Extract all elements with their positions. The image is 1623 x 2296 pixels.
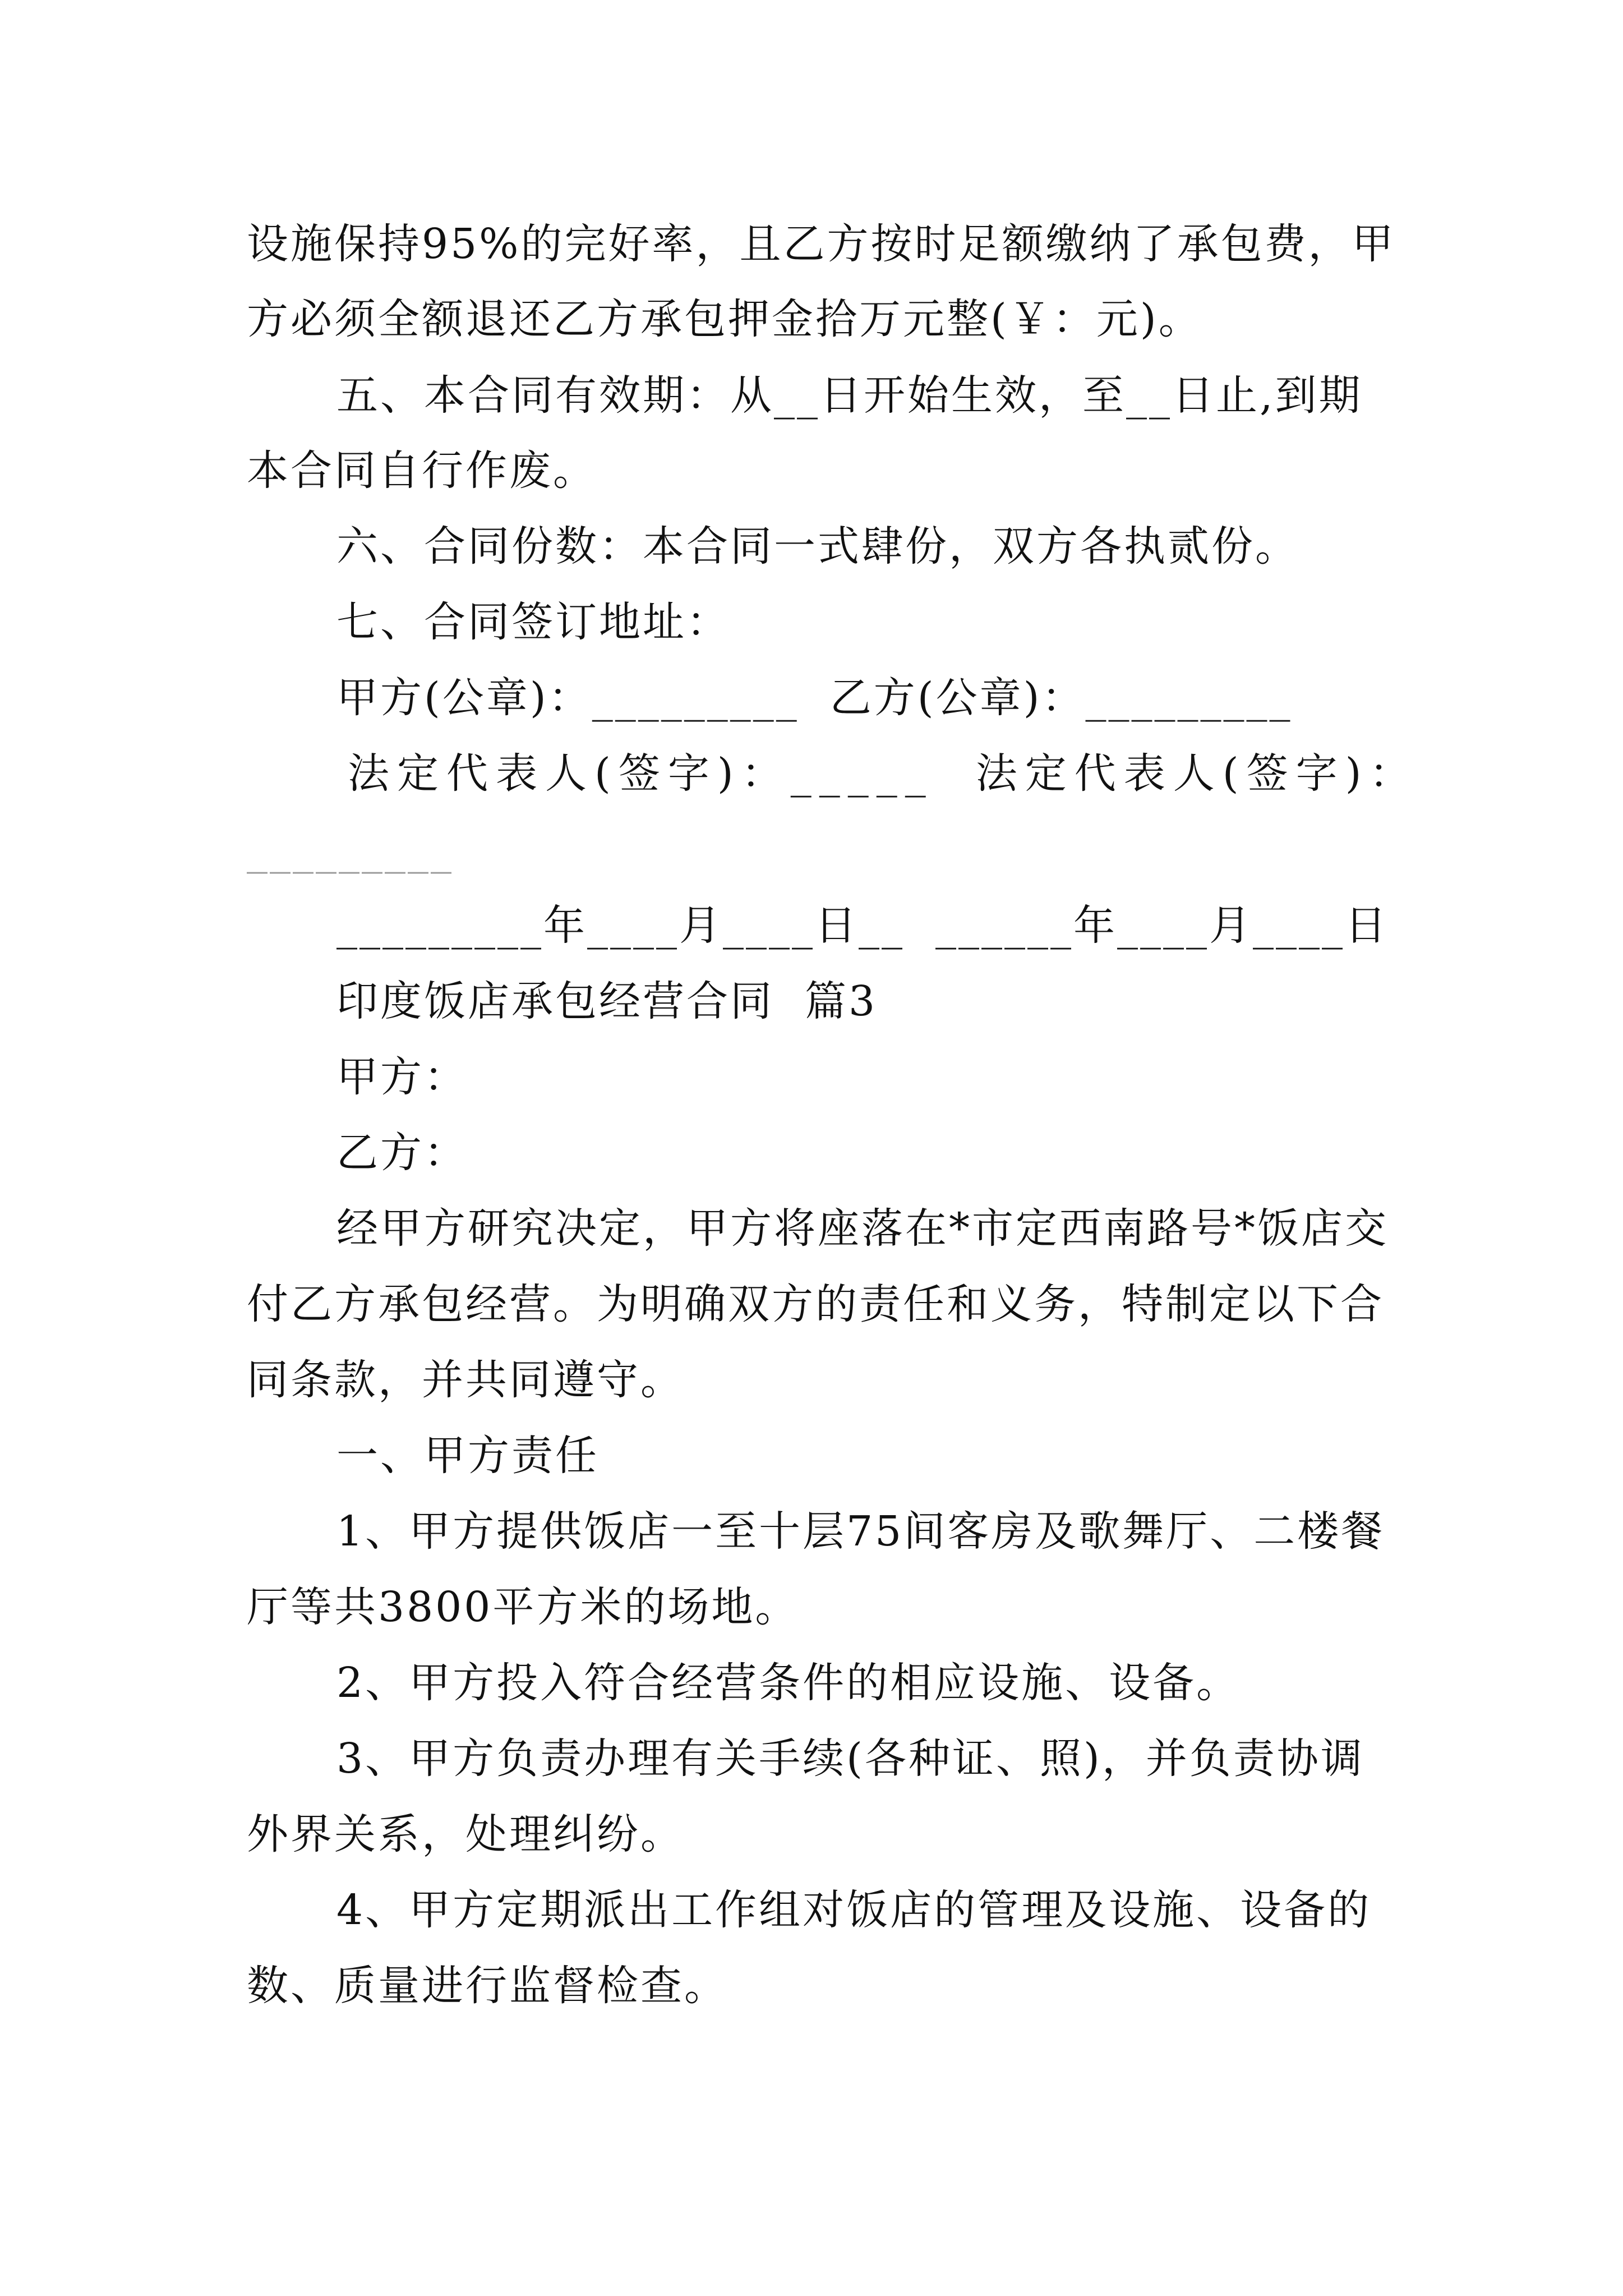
list-item-continued: 厅等共3800平方米的场地。 <box>247 1583 799 1631</box>
list-item: 4、甲方定期派出工作组对饭店的管理及设施、设备的 <box>336 1886 1372 1934</box>
paragraph-line: 经甲方研究决定，甲方将座落在*市定西南路号*饭店交 <box>336 1204 1389 1253</box>
paragraph-line: 方必须全额退还乙方承包押金拾万元整(￥：元)。 <box>247 295 1202 343</box>
party-b-line: 乙方： <box>336 1129 468 1177</box>
list-item-continued: 数、质量进行监督检查。 <box>247 1962 728 2010</box>
signature-line: 法定代表人(签字)：_____ 法定代表人(签字)： <box>348 749 1419 798</box>
date-line: _________年____月____日__ ______年____月____日 <box>336 901 1389 950</box>
list-item: 1、甲方提供饭店一至十层75间客房及歌舞厅、二楼餐 <box>336 1507 1385 1556</box>
list-item: 2、甲方投入符合经营条件的相应设施、设备。 <box>336 1659 1241 1707</box>
paragraph-line: 同条款，并共同遵守。 <box>247 1356 684 1404</box>
clause-seven: 七、合同签订地址： <box>336 598 730 646</box>
party-a-line: 甲方： <box>336 1053 468 1101</box>
clause-five: 五、本合同有效期：从__日开始生效，至__日止,到期 <box>336 371 1363 420</box>
paragraph-line: 设施保持95%的完好率，且乙方按时足额缴纳了承包费，甲 <box>247 220 1396 268</box>
list-item: 3、甲方负责办理有关手续(各种证、照)，并负责协调 <box>336 1734 1364 1783</box>
paragraph-line: 付乙方承包经营。为明确双方的责任和义务，特制定以下合 <box>247 1280 1384 1328</box>
paragraph-line: 本合同自行作废。 <box>247 447 597 495</box>
clause-six: 六、合同份数：本合同一式肆份，双方各执贰份。 <box>336 522 1299 570</box>
list-item-continued: 外界关系，处理纠纷。 <box>247 1810 684 1858</box>
signature-blank: _________ <box>247 826 454 874</box>
section-heading: 一、甲方责任 <box>336 1432 599 1480</box>
section-title: 印度饭店承包经营合同 篇3 <box>336 977 878 1025</box>
seal-line: 甲方(公章)：_________ 乙方(公章)：_________ <box>336 674 1293 722</box>
